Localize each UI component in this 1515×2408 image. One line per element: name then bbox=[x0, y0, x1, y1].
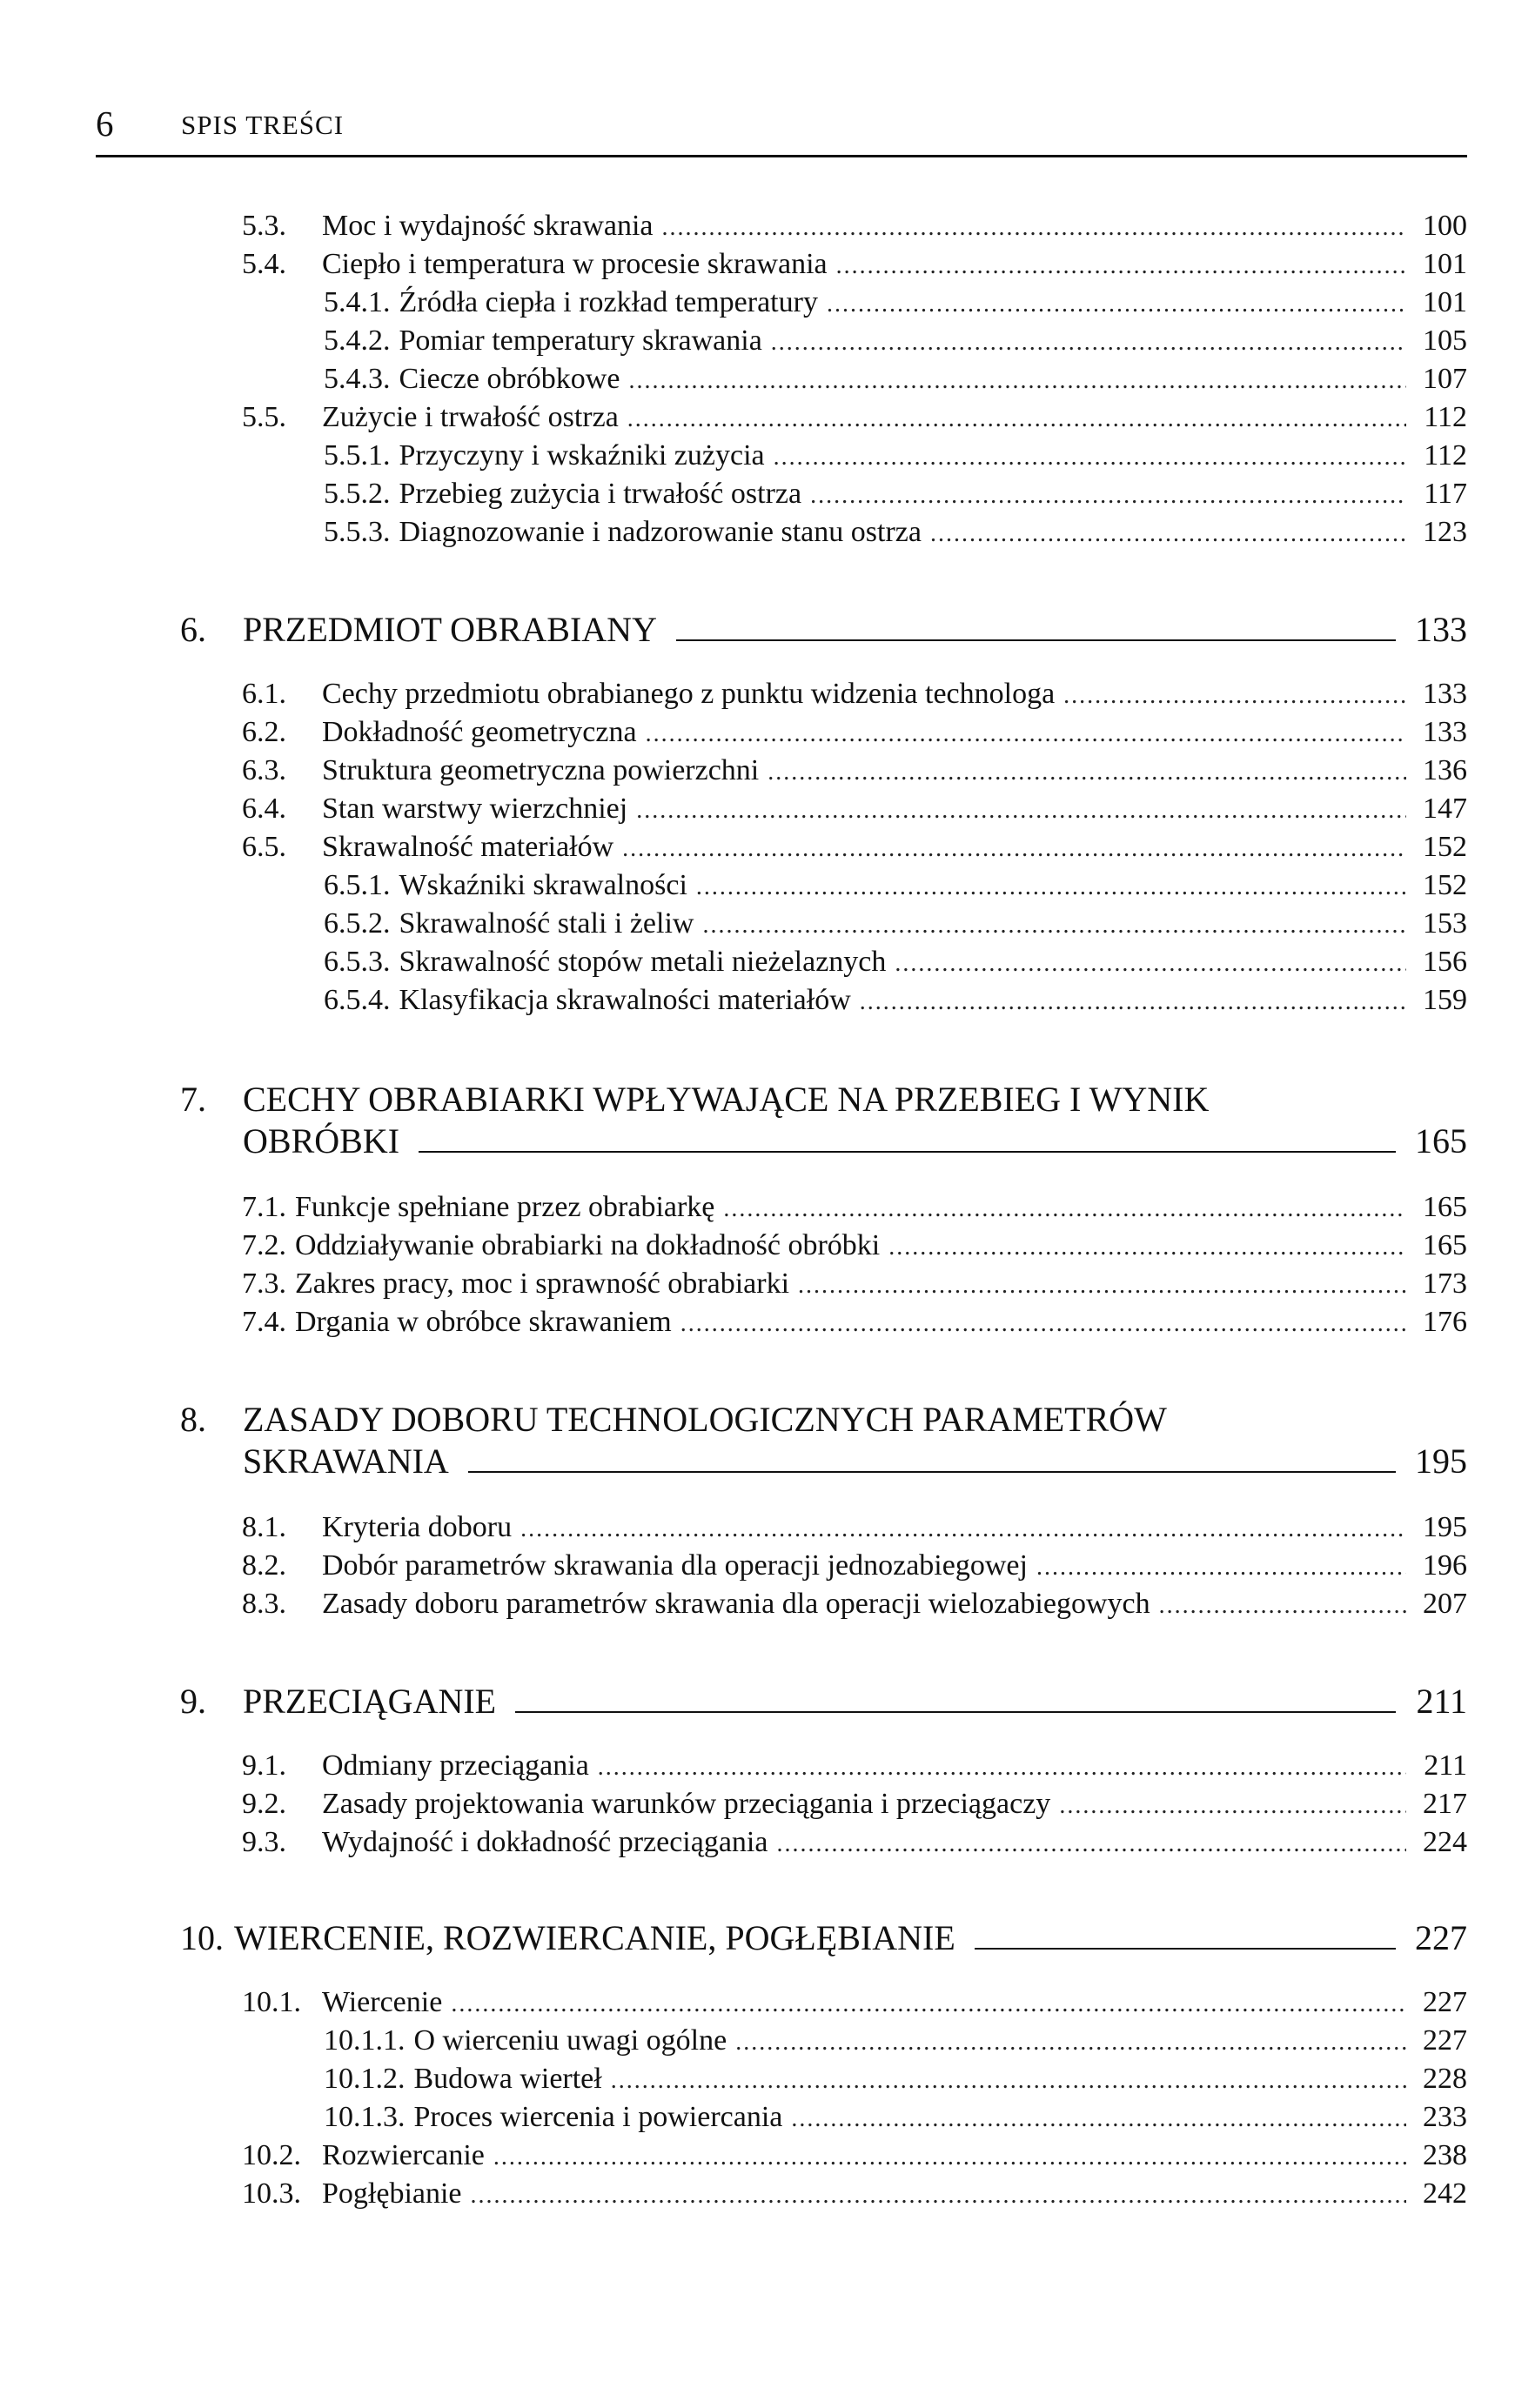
dot-leader bbox=[662, 211, 1406, 245]
entry-title: Cechy przedmiotu obrabianego z punktu widzenia technologa bbox=[322, 678, 1056, 710]
entry-title: Budowa wierteł bbox=[413, 2063, 602, 2095]
entry-number: 5.4.1. bbox=[324, 286, 391, 318]
toc-entry bbox=[242, 209, 1467, 245]
page-number: 6 bbox=[96, 104, 114, 144]
toc-entry bbox=[242, 830, 1467, 866]
dot-leader bbox=[520, 1512, 1406, 1547]
chapter-number: 6. bbox=[180, 610, 206, 649]
entry-number: 10.1.3. bbox=[324, 2101, 406, 2133]
toc-entry bbox=[324, 285, 1467, 322]
dot-leader bbox=[735, 2025, 1406, 2060]
chapter-rule bbox=[515, 1687, 1396, 1713]
toc-entry bbox=[242, 1305, 1467, 1341]
entry-title: Oddziaływanie obrabiarki na dokładność obróbki bbox=[295, 1229, 881, 1261]
dot-leader bbox=[836, 249, 1406, 284]
entry-title: Zasady projektowania warunków przeciągania i przeciągaczy bbox=[322, 1788, 1051, 1820]
dot-leader bbox=[774, 440, 1406, 475]
entry-title: Wiercenie bbox=[322, 1986, 443, 2018]
entry-title: Przyczyny i wskaźniki zużycia bbox=[399, 439, 765, 472]
dot-leader bbox=[493, 2140, 1406, 2175]
entry-page: 147 bbox=[1423, 793, 1467, 825]
entry-page: 176 bbox=[1423, 1306, 1467, 1338]
entry-number: 8.2. bbox=[242, 1549, 286, 1582]
toc-entry bbox=[324, 2100, 1467, 2137]
entry-number: 10.2. bbox=[242, 2139, 301, 2171]
dot-leader bbox=[798, 1268, 1406, 1303]
dot-leader bbox=[768, 755, 1406, 790]
toc-entry bbox=[324, 2062, 1467, 2098]
chapter-title: WIERCENIE, ROZWIERCANIE, POGŁĘBIANIE bbox=[234, 1918, 955, 1957]
chapter-title: PRZEDMIOT OBRABIANY bbox=[243, 610, 657, 649]
dot-leader bbox=[1063, 679, 1406, 713]
toc-entry bbox=[242, 1787, 1467, 1823]
entry-number: 6.2. bbox=[242, 716, 286, 748]
toc-entry bbox=[242, 1510, 1467, 1547]
entry-page: 165 bbox=[1423, 1191, 1467, 1223]
entry-title: Odmiany przeciągania bbox=[322, 1749, 589, 1782]
entry-title: Kryteria doboru bbox=[322, 1511, 513, 1543]
entry-page: 159 bbox=[1423, 984, 1467, 1016]
chapter-heading bbox=[180, 1917, 1467, 1959]
entry-page: 152 bbox=[1423, 869, 1467, 901]
entry-number: 6.5.1. bbox=[324, 869, 391, 901]
chapter-page: 195 bbox=[1415, 1441, 1467, 1481]
dot-leader bbox=[723, 1192, 1406, 1227]
entry-page: 101 bbox=[1423, 286, 1467, 318]
entry-page: 112 bbox=[1424, 439, 1467, 472]
chapter-title: CECHY OBRABIARKI WPŁYWAJĄCE NA PRZEBIEG I WYNIK bbox=[243, 1080, 1210, 1119]
entry-title: Ciepło i temperatura w procesie skrawania bbox=[322, 248, 828, 280]
entry-page: 242 bbox=[1423, 2177, 1467, 2210]
entry-number: 5.5.1. bbox=[324, 439, 391, 472]
entry-title: Proces wiercenia i powiercania bbox=[413, 2101, 783, 2133]
chapter-heading bbox=[180, 609, 1467, 651]
entry-title: Pogłębianie bbox=[322, 2177, 462, 2210]
entry-page: 105 bbox=[1423, 324, 1467, 357]
page-header bbox=[96, 103, 1467, 157]
toc-entry bbox=[242, 792, 1467, 828]
toc-entry bbox=[324, 945, 1467, 981]
entry-title: Wskaźniki skrawalności bbox=[399, 869, 687, 901]
entry-title: Skrawalność stopów metali nieżelaznych bbox=[399, 946, 887, 978]
entry-number: 5.5.2. bbox=[324, 478, 391, 510]
entry-number: 6.3. bbox=[242, 754, 286, 786]
entry-page: 196 bbox=[1423, 1549, 1467, 1582]
entry-page: 112 bbox=[1424, 401, 1467, 433]
chapter-number: 8. bbox=[180, 1400, 206, 1439]
chapter-title-continued: SKRAWANIA bbox=[243, 1441, 449, 1481]
chapter-number: 7. bbox=[180, 1080, 206, 1119]
entry-number: 6.5.3. bbox=[324, 946, 391, 978]
entry-title: Pomiar temperatury skrawania bbox=[399, 324, 762, 357]
dot-leader bbox=[1036, 1550, 1406, 1585]
entry-number: 10.1.2. bbox=[324, 2063, 406, 2095]
entry-number: 8.3. bbox=[242, 1588, 286, 1620]
chapter-heading bbox=[180, 1079, 1467, 1162]
entry-number: 10.3. bbox=[242, 2177, 301, 2210]
dot-leader bbox=[771, 325, 1406, 360]
entry-title: Przebieg zużycia i trwałość ostrza bbox=[399, 478, 802, 510]
dot-leader bbox=[680, 1307, 1406, 1341]
entry-title: Zasady doboru parametrów skrawania dla operacji wielozabiegowych bbox=[322, 1588, 1150, 1620]
entry-page: 153 bbox=[1423, 907, 1467, 940]
dot-leader bbox=[628, 364, 1406, 398]
chapter-page: 133 bbox=[1415, 610, 1467, 649]
chapter-rule bbox=[676, 615, 1396, 641]
running-title: SPIS TREŚCI bbox=[181, 110, 345, 140]
entry-number: 9.1. bbox=[242, 1749, 286, 1782]
toc-entry bbox=[242, 400, 1467, 437]
dot-leader bbox=[930, 517, 1406, 552]
dot-leader bbox=[622, 832, 1406, 866]
dot-leader bbox=[1059, 1789, 1406, 1823]
entry-title: Skrawalność materiałów bbox=[322, 831, 614, 863]
entry-number: 7.4. bbox=[242, 1306, 286, 1338]
entry-page: 133 bbox=[1423, 678, 1467, 710]
dot-leader bbox=[791, 2102, 1406, 2137]
toc-entry bbox=[242, 677, 1467, 713]
entry-title: O wierceniu uwagi ogólne bbox=[413, 2024, 727, 2057]
toc-entry bbox=[324, 868, 1467, 905]
entry-title: Wydajność i dokładność przeciągania bbox=[322, 1826, 768, 1858]
toc-entry bbox=[242, 1548, 1467, 1585]
entry-number: 5.4.2. bbox=[324, 324, 391, 357]
chapter-title-continued: OBRÓBKI bbox=[243, 1121, 400, 1161]
dot-leader bbox=[598, 1750, 1406, 1785]
entry-title: Funkcje spełniane przez obrabiarkę bbox=[295, 1191, 715, 1223]
entry-page: 156 bbox=[1423, 946, 1467, 978]
dot-leader bbox=[627, 402, 1406, 437]
toc-entry bbox=[324, 983, 1467, 1020]
toc-entry bbox=[242, 715, 1467, 752]
toc-entry bbox=[242, 1749, 1467, 1785]
toc-entry bbox=[242, 2177, 1467, 2213]
dot-leader bbox=[860, 985, 1406, 1020]
entry-page: 165 bbox=[1423, 1229, 1467, 1261]
entry-number: 7.2. bbox=[242, 1229, 286, 1261]
entry-title: Diagnozowanie i nadzorowanie stanu ostrza bbox=[399, 516, 922, 548]
entry-number: 9.2. bbox=[242, 1788, 286, 1820]
dot-leader bbox=[471, 2178, 1406, 2213]
toc-entry bbox=[242, 753, 1467, 790]
dot-leader bbox=[702, 908, 1406, 943]
dot-leader bbox=[888, 1230, 1406, 1265]
entry-title: Ciecze obróbkowe bbox=[399, 363, 620, 395]
dot-leader bbox=[827, 287, 1406, 322]
chapter-title: PRZECIĄGANIE bbox=[243, 1682, 497, 1721]
dot-leader bbox=[895, 946, 1406, 981]
chapter-heading bbox=[180, 1399, 1467, 1482]
entry-title: Struktura geometryczna powierzchni bbox=[322, 754, 760, 786]
entry-number: 6.5. bbox=[242, 831, 286, 863]
dot-leader bbox=[696, 870, 1406, 905]
chapter-page: 165 bbox=[1415, 1121, 1467, 1161]
toc-entry bbox=[242, 1825, 1467, 1862]
toc-entry bbox=[324, 324, 1467, 360]
chapter-heading bbox=[180, 1681, 1467, 1722]
entry-number: 6.1. bbox=[242, 678, 286, 710]
toc-entry bbox=[242, 2138, 1467, 2175]
entry-number: 7.1. bbox=[242, 1191, 286, 1223]
toc-entry bbox=[324, 2023, 1467, 2060]
entry-title: Skrawalność stali i żeliw bbox=[399, 907, 694, 940]
toc-entry bbox=[324, 438, 1467, 475]
entry-page: 123 bbox=[1423, 516, 1467, 548]
dot-leader bbox=[646, 717, 1406, 752]
toc-entry bbox=[242, 247, 1467, 284]
entry-title: Zakres pracy, moc i sprawność obrabiarki bbox=[295, 1268, 790, 1300]
chapter-rule bbox=[468, 1447, 1396, 1473]
entry-title: Rozwiercanie bbox=[322, 2139, 485, 2171]
chapter-number: 9. bbox=[180, 1682, 206, 1721]
entry-number: 8.1. bbox=[242, 1511, 286, 1543]
entry-page: 173 bbox=[1423, 1268, 1467, 1300]
entry-title: Źródła ciepła i rozkład temperatury bbox=[399, 286, 818, 318]
chapter-number: 10. bbox=[180, 1918, 224, 1957]
toc-entry bbox=[242, 1985, 1467, 2022]
entry-title: Dokładność geometryczna bbox=[322, 716, 637, 748]
entry-number: 10.1.1. bbox=[324, 2024, 406, 2057]
entry-page: 117 bbox=[1424, 478, 1467, 510]
dot-leader bbox=[776, 1827, 1406, 1862]
entry-page: 224 bbox=[1423, 1826, 1467, 1858]
entry-title: Drgania w obróbce skrawaniem bbox=[295, 1306, 672, 1338]
entry-page: 233 bbox=[1423, 2101, 1467, 2133]
entry-page: 211 bbox=[1424, 1749, 1467, 1782]
entry-page: 100 bbox=[1423, 210, 1467, 242]
entry-number: 7.3. bbox=[242, 1268, 286, 1300]
entry-title: Zużycie i trwałość ostrza bbox=[322, 401, 619, 433]
dot-leader bbox=[636, 793, 1406, 828]
chapter-rule bbox=[975, 1923, 1396, 1950]
toc-entry bbox=[242, 1190, 1467, 1227]
entry-page: 238 bbox=[1423, 2139, 1467, 2171]
entry-number: 6.4. bbox=[242, 793, 286, 825]
toc-entry bbox=[242, 1228, 1467, 1265]
entry-page: 101 bbox=[1423, 248, 1467, 280]
toc-entry bbox=[324, 906, 1467, 943]
chapter-rule bbox=[419, 1127, 1396, 1153]
entry-title: Klasyfikacja skrawalności materiałów bbox=[399, 984, 851, 1016]
entry-page: 195 bbox=[1423, 1511, 1467, 1543]
dot-leader bbox=[1159, 1589, 1406, 1623]
dot-leader bbox=[810, 478, 1406, 513]
entry-page: 227 bbox=[1423, 1986, 1467, 2018]
chapter-page: 211 bbox=[1416, 1682, 1467, 1721]
dot-leader bbox=[611, 2064, 1406, 2098]
entry-page: 152 bbox=[1423, 831, 1467, 863]
toc-entry bbox=[242, 1587, 1467, 1623]
entry-number: 9.3. bbox=[242, 1826, 286, 1858]
entry-page: 136 bbox=[1423, 754, 1467, 786]
entry-page: 228 bbox=[1423, 2063, 1467, 2095]
entry-number: 5.4. bbox=[242, 248, 286, 280]
toc-entry bbox=[242, 1267, 1467, 1303]
entry-number: 5.4.3. bbox=[324, 363, 391, 395]
chapter-page: 227 bbox=[1415, 1918, 1467, 1957]
entry-number: 6.5.2. bbox=[324, 907, 391, 940]
toc-entry bbox=[324, 362, 1467, 398]
entry-page: 133 bbox=[1423, 716, 1467, 748]
entry-page: 217 bbox=[1423, 1788, 1467, 1820]
entry-title: Moc i wydajność skrawania bbox=[322, 210, 654, 242]
toc-entry bbox=[324, 477, 1467, 513]
entry-page: 227 bbox=[1423, 2024, 1467, 2057]
dot-leader bbox=[451, 1987, 1406, 2022]
entry-number: 10.1. bbox=[242, 1986, 301, 2018]
entry-page: 107 bbox=[1423, 363, 1467, 395]
entry-title: Stan warstwy wierzchniej bbox=[322, 793, 628, 825]
entry-number: 5.3. bbox=[242, 210, 286, 242]
entry-number: 6.5.4. bbox=[324, 984, 391, 1016]
entry-number: 5.5. bbox=[242, 401, 286, 433]
entry-number: 5.5.3. bbox=[324, 516, 391, 548]
toc-entry bbox=[324, 515, 1467, 552]
chapter-title: ZASADY DOBORU TECHNOLOGICZNYCH PARAMETRÓW bbox=[243, 1400, 1167, 1439]
entry-page: 207 bbox=[1423, 1588, 1467, 1620]
entry-title: Dobór parametrów skrawania dla operacji jednozabiegowej bbox=[322, 1549, 1028, 1582]
